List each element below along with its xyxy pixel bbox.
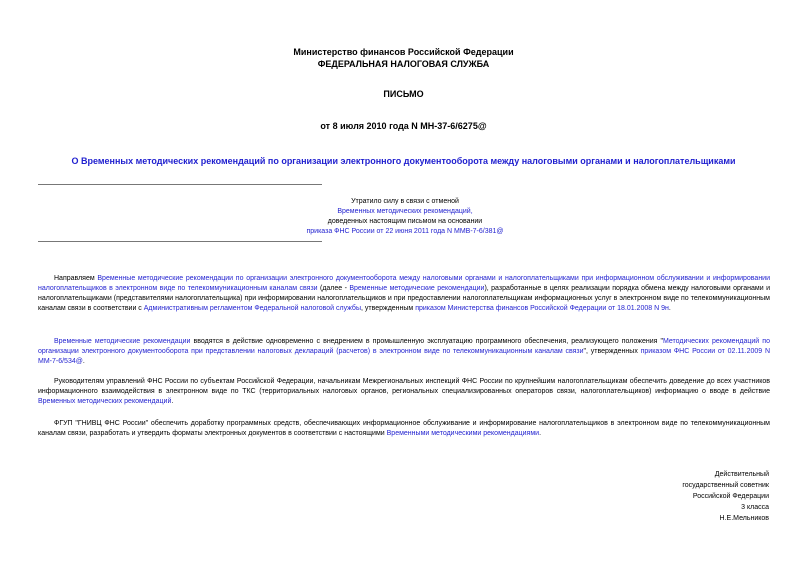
p2-link-recommendations[interactable]: Временные методические рекомендации — [54, 338, 191, 345]
divider-bottom — [38, 241, 322, 242]
p2-link-methodical[interactable]: Методических рекомендаций по организации электронного документооборота при представлении налоговых деклараций (расчетов) в электронном виде по телекоммуникационным каналам связи — [38, 338, 770, 355]
p1-text: . — [668, 305, 671, 312]
repeal-note-line3: доведенных настоящим письмом на основании — [327, 218, 483, 225]
paragraph-1 — [38, 274, 770, 314]
document-type: ПИСЬМО — [383, 89, 424, 99]
p1-link-regulation[interactable]: Административным регламентом Федеральной налоговой службы — [143, 305, 361, 312]
signature-line2: государственный советник — [682, 482, 769, 489]
p1-text: , утвержденным — [360, 305, 416, 312]
paragraph-2 — [38, 337, 770, 367]
signature-line3: Российской Федерации — [692, 493, 769, 500]
p4-link-recommendations[interactable]: Временными методическими рекомендациями — [386, 430, 540, 437]
service-title: ФЕДЕРАЛЬНАЯ НАЛОГОВАЯ СЛУЖБА — [317, 59, 490, 69]
p1-text: Направляем — [54, 275, 98, 282]
paragraph-3 — [38, 377, 770, 407]
p3-link-recommendations[interactable]: Временных методических рекомендаций — [38, 398, 172, 405]
p1-link-recommendations[interactable]: Временные методические рекомендации по организации электронного документооборота между налоговыми органами и налогоплательщиками при информационном обслуживании и информировании налогоплательщиков в электронном виде по телекоммуникационным каналам связи — [38, 275, 771, 292]
document-date-number: от 8 июля 2010 года N МН-37-6/6275@ — [320, 121, 487, 131]
p2-link-order[interactable]: приказом ФНС России от 02.11.2009 N ММ-7-6/534@ — [38, 348, 770, 365]
repeal-note-link-order[interactable]: приказа ФНС России от 22 июня 2011 года N ММВ-7-6/381@ — [306, 228, 504, 235]
p2-text: вводятся в действие одновременно с внедрением в промышленную эксплуатацию программного обеспечения, реализующего положения " — [190, 338, 663, 345]
p4-text: ФГУП "ГНИВЦ ФНС России" обеспечить доработку программных средств, обеспечивающих информационное обслуживание и информирование налогоплательщиков в электронном виде по телекоммуникационным каналам связи, разработать и утвердить форматы электронных документов в соответствии с настоящими — [38, 420, 770, 437]
repeal-note-line1: Утратило силу в связи с отменой — [351, 198, 459, 205]
p1-link-recommendations-short[interactable]: Временные методические рекомендации — [349, 285, 485, 292]
repeal-note-link-recommendations[interactable]: Временных методических рекомендаций, — [337, 208, 473, 215]
p2-text: . — [82, 358, 85, 365]
document-subject[interactable]: О Временных методических рекомендаций по организации электронного документооборота между налоговыми органами и налогоплательщиками — [71, 156, 736, 166]
ministry-title: Министерство финансов Российской Федерации — [293, 47, 514, 57]
p4-text: . — [539, 430, 542, 437]
paragraph-4 — [38, 419, 770, 439]
repeal-note — [205, 197, 605, 237]
p1-text: (далее - — [317, 285, 350, 292]
signature-line1: Действительный — [714, 471, 769, 478]
signatory-name: Н.Е.Мельников — [719, 515, 769, 522]
divider-top — [38, 184, 322, 185]
p1-text: ), разработанные в целях реализации порядка обмена между налоговыми органами и налогоплательщиками (представителями налогоплательщика) при информировании налогоплательщиков и при предоставлении налогоплательщикам информационных услуг в электронном виде по телекоммуникационным каналам связи в соответствии с — [38, 285, 770, 312]
p3-text: . — [171, 398, 174, 405]
signature-line4: 3 класса — [741, 504, 769, 511]
p3-text: Руководителям управлений ФНС России по субъектам Российской Федерации, начальникам Межрегиональных инспекций ФНС России по крупнейшим налогоплательщикам обеспечить доведение до всех участников информационного взаимодействия в электронном виде по ТКС (территориальных налоговых органов, региональных специализированных операторов связи, налогоплательщиков) информацию о вводе в действие — [38, 378, 770, 395]
p1-link-order[interactable]: приказом Министерства финансов Российской Федерации от 18.01.2008 N 9н — [415, 305, 669, 312]
signature-block — [682, 469, 769, 524]
p2-text: ", утвержденных — [583, 348, 641, 355]
